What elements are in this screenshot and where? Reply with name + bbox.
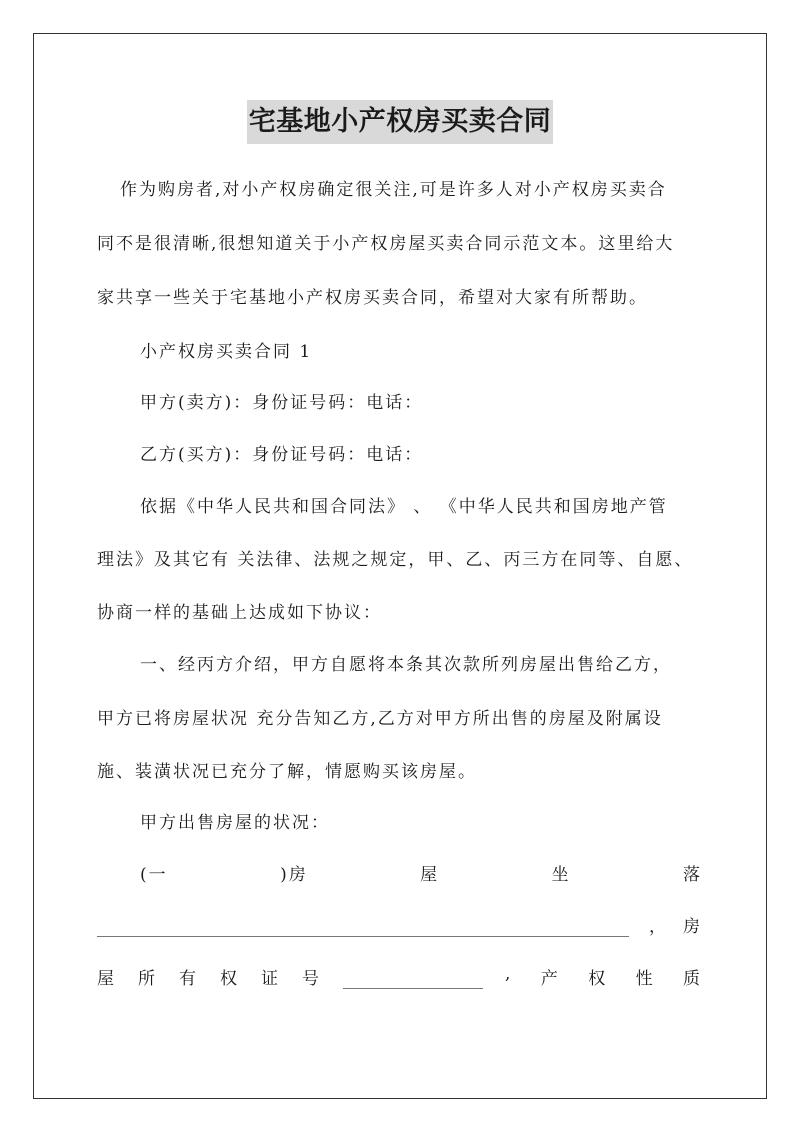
item1-line-3 (97, 964, 702, 989)
item1-line-2 (97, 912, 702, 937)
certificate-number-blank[interactable] (343, 970, 483, 989)
nature-token: , (505, 964, 513, 984)
intro-line-2: 同不是很清晰,很想知道关于小产权房屋买卖合同示范文本。这里给大 (97, 234, 675, 254)
clause1-line-2: 甲方已将房屋状况 充分告知乙方,乙方对甲方所出售的房屋及附属设 (97, 709, 663, 729)
item1-token: )房 (280, 865, 308, 885)
document-title: 宅基地小产权房买卖合同 (247, 100, 554, 144)
intro-line-1: 作为购房者,对小产权房确定很关注,可是许多人对小产权房买卖合 (120, 180, 667, 200)
item1-line-1 (140, 860, 702, 885)
clause1-line-1: 一、经丙方介绍，甲方自愿将本条其次款所列房屋出售给乙方， (140, 655, 672, 675)
cert-token: 所 (138, 969, 157, 989)
cert-token: 权 (220, 969, 239, 989)
certificate-label (97, 964, 321, 989)
item1-token: 落 (682, 865, 702, 885)
item1-token: 坐 (551, 865, 571, 885)
nature-token: 产 (540, 969, 560, 989)
nature-token: 性 (635, 969, 655, 989)
basis-line-1: 依据《中华人民共和国合同法》 、 《中华人民共和国房地产管 (140, 497, 668, 517)
party-a-line: 甲方(卖方)：身份证号码：电话： (140, 393, 424, 413)
cert-token: 号 (302, 969, 321, 989)
item1-token: (一 (140, 865, 168, 885)
item1-line2-comma: ， (649, 917, 668, 937)
location-blank[interactable] (97, 918, 629, 937)
basis-line-2: 理法》及其它有 关法律、法规之规定，甲、乙、丙三方在同等、自愿、 (97, 550, 694, 570)
party-b-line: 乙方(买方)：身份证号码：电话： (140, 445, 424, 465)
nature-token: 质 (682, 969, 702, 989)
property-nature-label (505, 964, 702, 989)
contract-heading: 小产权房买卖合同 1 (140, 342, 313, 362)
item1-line2-end: 房 (683, 917, 702, 937)
intro-line-3: 家共享一些关于宅基地小产权房买卖合同，希望对大家有所帮助。 (97, 288, 648, 308)
cert-token: 有 (179, 969, 198, 989)
clause1-line-3: 施、装潢状况已充分了解，情愿购买该房屋。 (97, 762, 477, 782)
nature-token: 权 (588, 969, 608, 989)
cert-token: 屋 (97, 969, 116, 989)
status-heading: 甲方出售房屋的状况： (140, 813, 330, 833)
item1-token: 屋 (420, 865, 440, 885)
cert-token: 证 (261, 969, 280, 989)
title-container (0, 100, 800, 144)
basis-line-3: 协商一样的基础上达成如下协议： (97, 603, 382, 623)
